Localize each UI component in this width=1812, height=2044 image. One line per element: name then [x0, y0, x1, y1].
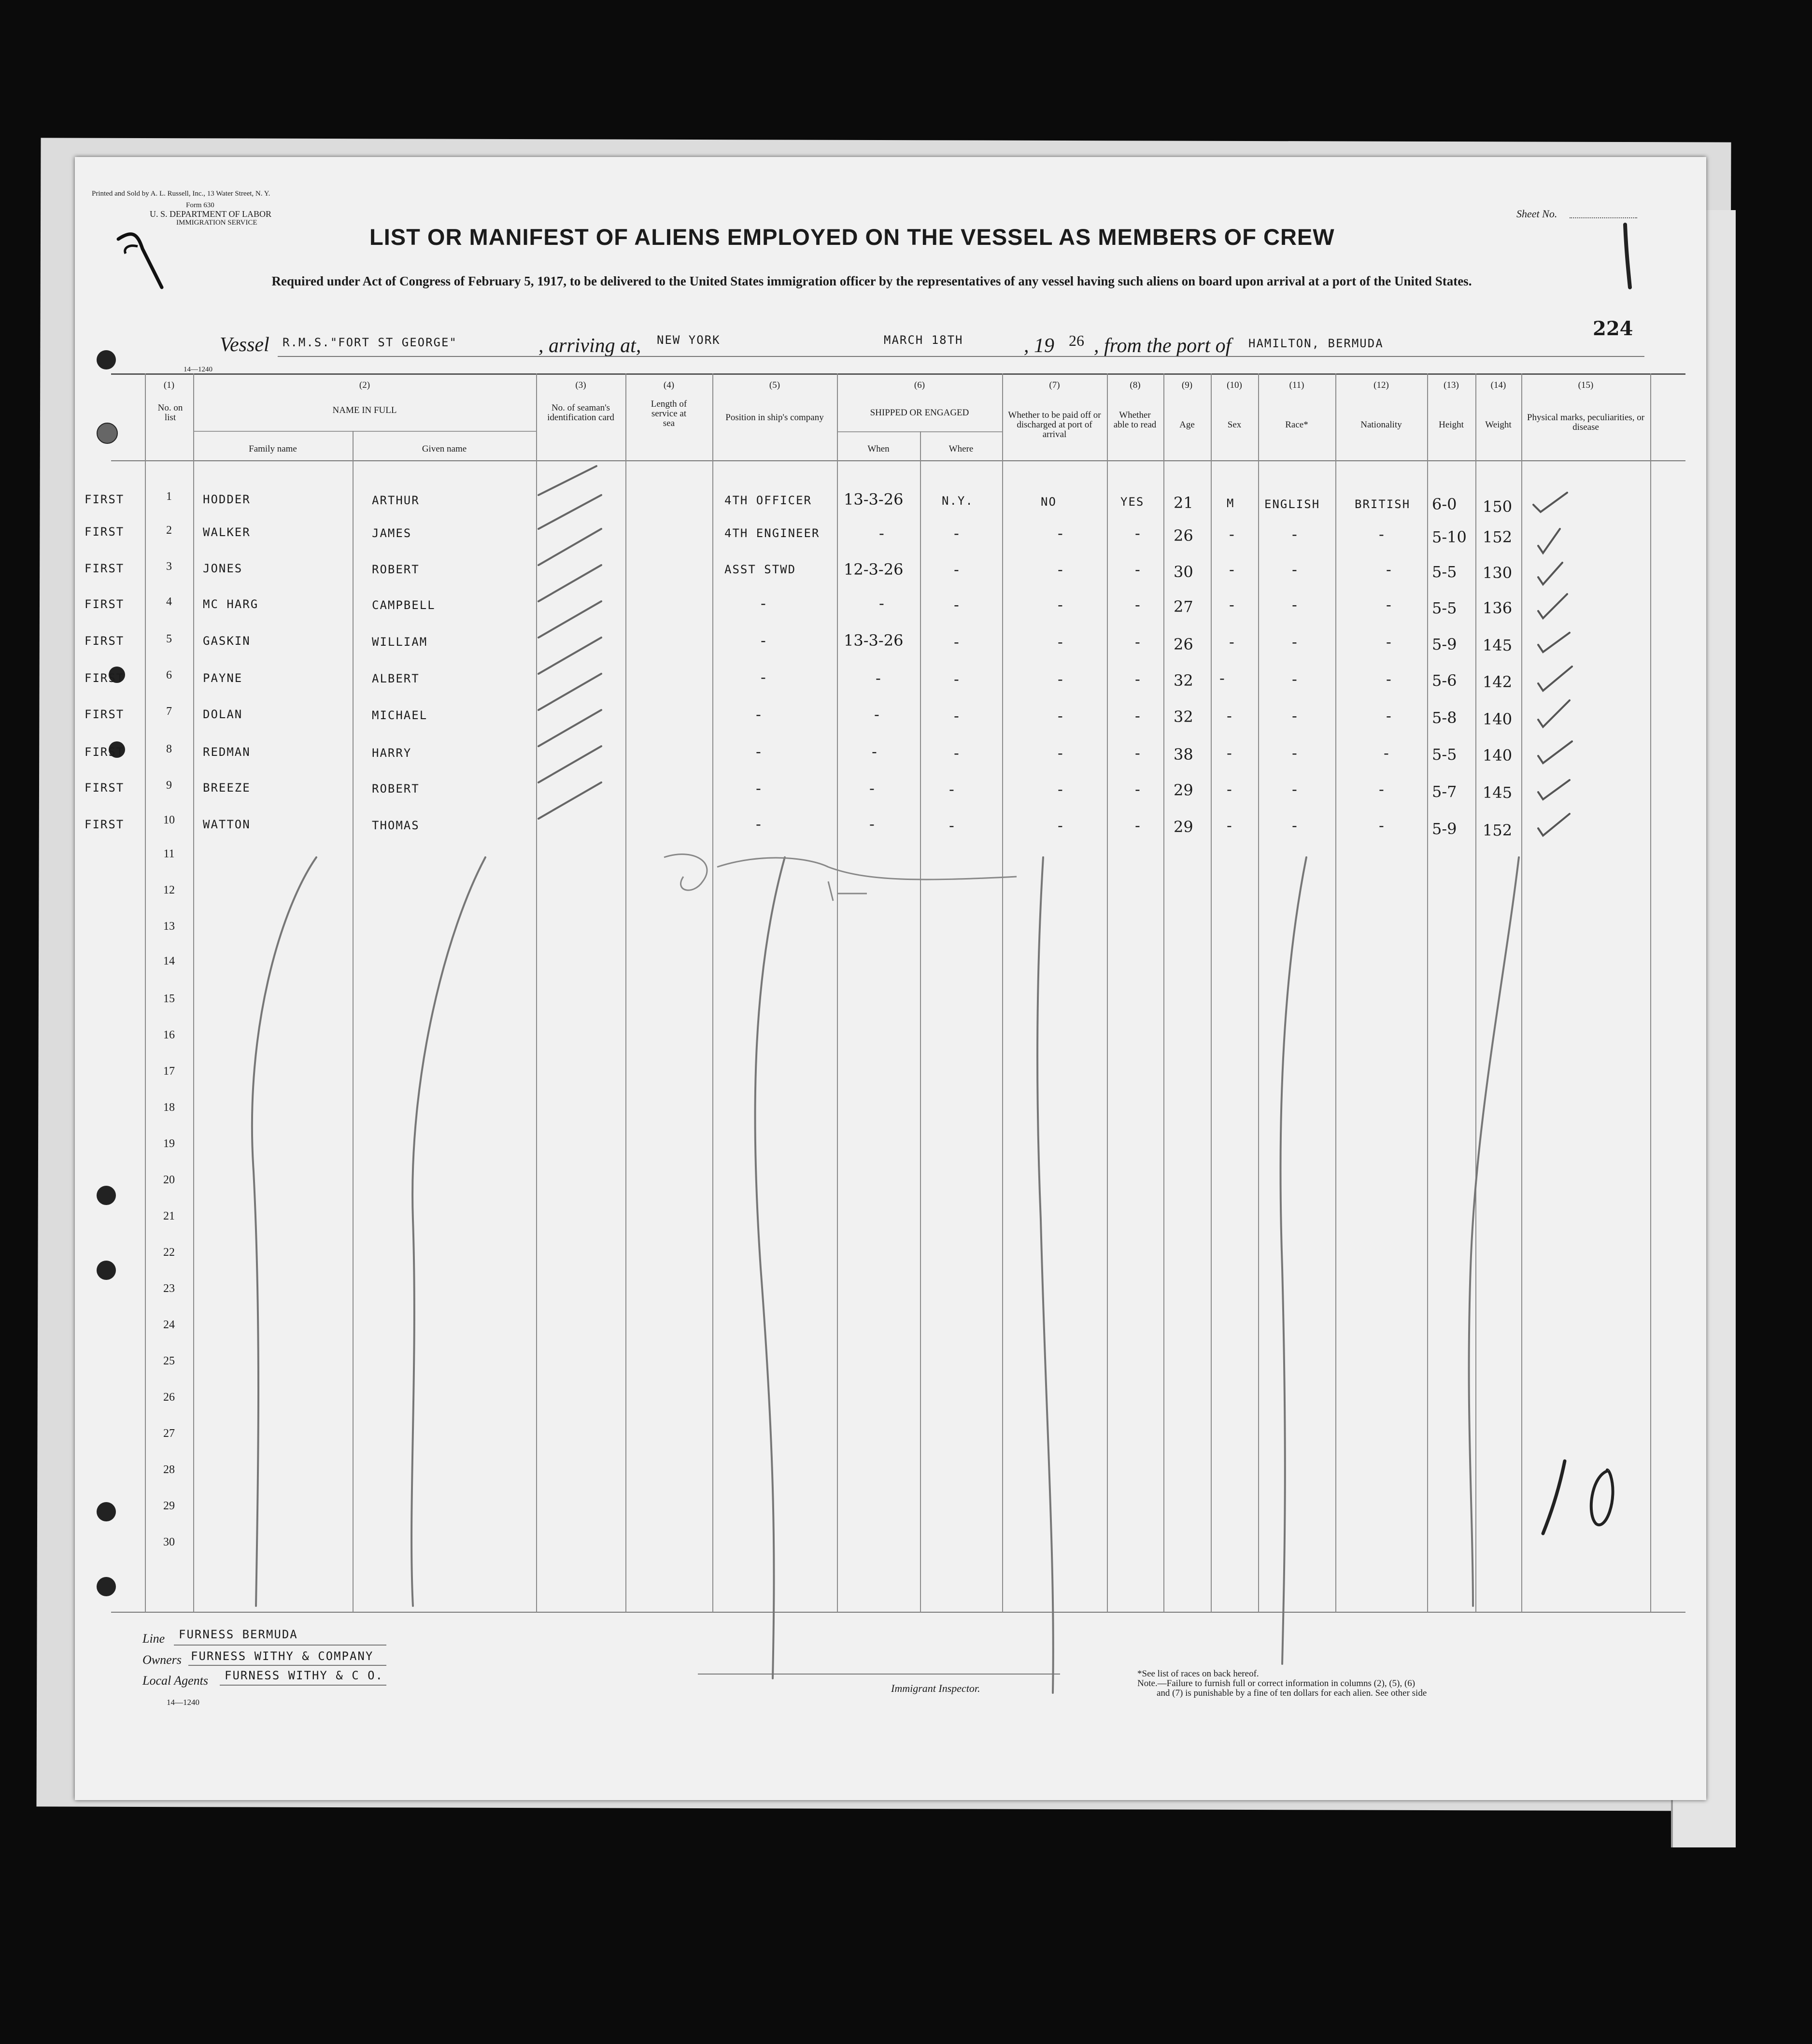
row-number: 6 — [166, 669, 172, 681]
nationality-cell: - — [1386, 596, 1391, 614]
row-number: 30 — [163, 1536, 175, 1548]
paid-off-cell: - — [1058, 780, 1063, 798]
where-cell: - — [949, 816, 954, 835]
read-cell: - — [1135, 744, 1140, 762]
line-label: Line — [142, 1632, 165, 1646]
row-number: 23 — [163, 1282, 175, 1295]
weight-cell: 140 — [1483, 710, 1513, 728]
form-code-top: 14—1240 — [184, 366, 212, 373]
col11-label: Race* — [1285, 420, 1308, 430]
col8-number: (8) — [1130, 380, 1141, 390]
class-cell: FIRST — [85, 493, 125, 506]
read-cell: - — [1135, 633, 1140, 651]
col12-number: (12) — [1373, 380, 1389, 390]
row-number: 19 — [163, 1137, 175, 1150]
family-name-cell: GASKIN — [203, 634, 251, 648]
col9-number: (9) — [1181, 380, 1193, 390]
when-cell: 13-3-26 — [844, 490, 904, 509]
col6-number: (6) — [914, 380, 925, 390]
position-cell: - — [761, 668, 766, 686]
where-cell: - — [954, 744, 959, 762]
row-number: 16 — [163, 1029, 175, 1041]
when-cell: 12-3-26 — [844, 560, 904, 579]
age-cell: 26 — [1174, 526, 1193, 545]
age-cell: 32 — [1174, 671, 1193, 690]
nationality-cell: - — [1379, 525, 1384, 543]
age-cell: 21 — [1174, 494, 1193, 512]
nationality-cell: - — [1386, 707, 1391, 725]
row-number: 26 — [163, 1391, 175, 1404]
sex-cell: - — [1227, 780, 1232, 798]
row-number: 4 — [166, 596, 172, 608]
class-cell: FIRST — [85, 745, 125, 759]
height-cell: 5-6 — [1432, 671, 1457, 690]
owners-value: FURNESS WITHY & COMPANY — [191, 1649, 374, 1663]
given-name-cell: JAMES — [372, 526, 412, 540]
row-number: 29 — [163, 1500, 175, 1512]
read-cell: - — [1135, 524, 1140, 542]
where-cell: - — [954, 560, 959, 579]
page-title: LIST OR MANIFEST OF ALIENS EMPLOYED ON THE VESSEL AS MEMBERS OF CREW — [369, 224, 1335, 250]
col6-label: SHIPPED OR ENGAGED — [870, 408, 969, 418]
position-cell: 4TH ENGINEER — [724, 526, 820, 540]
row-number: 25 — [163, 1355, 175, 1367]
nationality-cell: - — [1379, 780, 1384, 798]
where-cell: - — [954, 524, 959, 542]
position-cell: - — [761, 594, 766, 612]
given-name-cell: CAMPBELL — [372, 598, 436, 612]
position-cell: - — [761, 631, 766, 650]
col14-number: (14) — [1490, 380, 1506, 390]
agents-underline — [220, 1685, 386, 1686]
row-number: 15 — [163, 993, 175, 1005]
col9-label: Age — [1179, 420, 1195, 430]
given-name-cell: THOMAS — [372, 819, 420, 832]
col3-label: No. of seaman's identification card — [547, 403, 614, 423]
page-subtitle: Required under Act of Congress of February 5, 1917, to be delivered to the United States immigration officer by the representatives of any vessel having such aliens on board upon arrival at a port of the United States. — [271, 274, 1472, 288]
when-cell: - — [874, 705, 879, 724]
manifest-page — [75, 157, 1706, 1800]
row-number: 14 — [163, 955, 175, 967]
col10-label: Sex — [1227, 420, 1242, 430]
age-cell: 29 — [1174, 781, 1193, 799]
family-name-cell: PAYNE — [203, 671, 243, 685]
nationality-cell: - — [1386, 633, 1391, 651]
row-number: 7 — [166, 705, 172, 718]
col2-given-label: Given name — [422, 444, 467, 454]
paid-off-cell: - — [1058, 596, 1063, 614]
arriving-label: , arriving at, — [538, 335, 641, 357]
row-number: 21 — [163, 1210, 175, 1222]
paid-off-cell: NO — [1041, 495, 1057, 509]
year-suffix: 26 — [1069, 332, 1084, 349]
given-name-cell: HARRY — [372, 746, 412, 760]
class-cell: FIRST — [85, 708, 125, 721]
sex-cell: - — [1219, 669, 1225, 687]
col2-label: NAME IN FULL — [332, 405, 397, 415]
position-cell: 4TH OFFICER — [724, 494, 812, 507]
sex-cell: - — [1229, 633, 1234, 651]
form-code-bottom: 14—1240 — [167, 1698, 199, 1707]
year-prefix: , 19 — [1024, 335, 1054, 357]
from-label: , from the port of — [1094, 335, 1232, 357]
when-cell: - — [879, 524, 884, 542]
family-name-cell: MC HARG — [203, 597, 259, 611]
class-cell: FIRST — [85, 671, 125, 685]
race-cell: - — [1292, 780, 1297, 798]
weight-cell: 130 — [1483, 564, 1513, 582]
race-cell: - — [1292, 707, 1297, 725]
weight-cell: 136 — [1483, 599, 1513, 617]
row-number: 1 — [166, 490, 172, 503]
from-port: HAMILTON, BERMUDA — [1248, 337, 1384, 350]
age-cell: 29 — [1174, 818, 1193, 836]
when-cell: - — [869, 779, 875, 797]
class-cell: FIRST — [85, 781, 125, 795]
sheet-label: Sheet No. — [1516, 208, 1557, 220]
note-races: *See list of races on back hereof. — [1137, 1669, 1259, 1679]
read-cell: - — [1135, 596, 1140, 614]
race-cell: - — [1292, 560, 1297, 579]
given-name-cell: ARTHUR — [372, 494, 420, 507]
age-cell: 30 — [1174, 563, 1193, 581]
row-number: 10 — [163, 814, 175, 826]
weight-cell: 152 — [1483, 528, 1513, 546]
when-cell: - — [879, 594, 884, 612]
row-number: 17 — [163, 1065, 175, 1078]
col11-number: (11) — [1289, 380, 1304, 390]
when-cell: - — [876, 669, 881, 687]
row-number: 9 — [166, 779, 172, 792]
family-name-cell: JONES — [203, 562, 243, 575]
service: IMMIGRATION SERVICE — [176, 219, 257, 227]
weight-cell: 145 — [1483, 636, 1513, 654]
nationality-cell: - — [1379, 816, 1384, 835]
paid-off-cell: - — [1058, 560, 1063, 579]
height-cell: 6-0 — [1432, 495, 1457, 513]
read-cell: YES — [1120, 495, 1145, 509]
vessel-name: R.M.S."FORT ST GEORGE" — [283, 336, 457, 349]
position-cell: - — [756, 742, 761, 761]
where-cell: - — [954, 596, 959, 614]
when-cell: - — [869, 815, 875, 833]
vessel-label: Vessel — [220, 334, 269, 356]
read-cell: - — [1135, 816, 1140, 835]
col15-label: Physical marks, peculiarities, or disease — [1527, 412, 1645, 432]
when-cell: - — [872, 742, 877, 761]
read-cell: - — [1135, 670, 1140, 688]
position-cell: - — [756, 705, 761, 724]
race-cell: - — [1292, 596, 1297, 614]
race-cell: ENGLISH — [1264, 497, 1320, 511]
height-cell: 5-5 — [1432, 745, 1457, 764]
department: U. S. DEPARTMENT OF LABOR — [150, 209, 271, 219]
line-value: FURNESS BERMUDA — [179, 1628, 298, 1641]
col4-number: (4) — [663, 380, 675, 390]
race-cell: - — [1292, 525, 1297, 543]
sex-cell: M — [1227, 497, 1235, 510]
stamp-number: 224 — [1593, 317, 1633, 340]
nationality-cell: - — [1386, 670, 1391, 688]
race-cell: - — [1292, 670, 1297, 688]
col15-number: (15) — [1578, 380, 1594, 390]
paid-off-cell: - — [1058, 524, 1063, 542]
col14-label: Weight — [1485, 420, 1512, 430]
col6-when-label: When — [867, 444, 890, 454]
nationality-cell: BRITISH — [1355, 497, 1411, 511]
arriving-port: NEW YORK — [657, 333, 721, 347]
when-cell: 13-3-26 — [844, 631, 904, 650]
weight-cell: 150 — [1483, 497, 1513, 516]
age-cell: 27 — [1174, 597, 1193, 616]
col8-label: Whether able to read — [1113, 410, 1157, 430]
col5-label: Position in ship's company — [725, 412, 824, 423]
family-name-cell: BREEZE — [203, 781, 251, 795]
paid-off-cell: - — [1058, 707, 1063, 725]
where-cell: N.Y. — [942, 494, 974, 508]
family-name-cell: HODDER — [203, 493, 251, 506]
family-name-cell: WATTON — [203, 818, 251, 831]
race-cell: - — [1292, 744, 1297, 762]
read-cell: - — [1135, 560, 1140, 579]
given-name-cell: ROBERT — [372, 782, 420, 795]
family-name-cell: WALKER — [203, 525, 251, 539]
row-number: 12 — [163, 884, 175, 896]
paid-off-cell: - — [1058, 816, 1063, 835]
paid-off-cell: - — [1058, 633, 1063, 651]
col2-number: (2) — [359, 380, 370, 390]
height-cell: 5-8 — [1432, 709, 1457, 727]
age-cell: 38 — [1174, 745, 1193, 764]
row-number: 2 — [166, 524, 172, 537]
position-cell: - — [756, 815, 761, 833]
weight-cell: 142 — [1483, 673, 1513, 691]
given-name-cell: WILLIAM — [372, 635, 428, 649]
where-cell: - — [954, 670, 959, 688]
printer-line: Printed and Sold by A. L. Russell, Inc., 13 Water Street, N. Y. — [92, 190, 270, 198]
position-cell: ASST STWD — [724, 563, 796, 576]
sex-cell: - — [1227, 744, 1232, 762]
agents-label: Local Agents — [142, 1674, 209, 1688]
height-cell: 5-9 — [1432, 635, 1457, 653]
sex-cell: - — [1227, 707, 1232, 725]
paid-off-cell: - — [1058, 670, 1063, 688]
age-cell: 32 — [1174, 708, 1193, 726]
arrival-date: MARCH 18TH — [884, 333, 963, 347]
row-number: 20 — [163, 1174, 175, 1186]
sex-cell: - — [1229, 525, 1234, 543]
col5-number: (5) — [769, 380, 780, 390]
row-number: 18 — [163, 1101, 175, 1114]
sex-cell: - — [1229, 560, 1234, 579]
height-cell: 5-7 — [1432, 782, 1457, 801]
row-number: 5 — [166, 633, 172, 645]
weight-cell: 140 — [1483, 746, 1513, 765]
agents-value: FURNESS WITHY & C O. — [225, 1669, 383, 1682]
row-number: 3 — [166, 560, 172, 573]
col4-label: Length of service at sea — [651, 399, 687, 428]
class-cell: FIRST — [85, 562, 125, 575]
row-number: 11 — [163, 848, 175, 860]
read-cell: - — [1135, 780, 1140, 798]
col6-where-label: Where — [948, 444, 974, 454]
class-cell: FIRST — [85, 818, 125, 831]
col7-label: Whether to be paid off or discharged at port of arrival — [1008, 410, 1101, 440]
col13-label: Height — [1439, 420, 1464, 430]
note-line-1: Note.—Failure to furnish full or correct information in columns (2), (5), (6) — [1137, 1678, 1416, 1689]
nationality-cell: - — [1384, 744, 1389, 762]
inspector-underline — [698, 1674, 1060, 1675]
col7-number: (7) — [1049, 380, 1060, 390]
handwritten-total — [1538, 1451, 1635, 1538]
position-cell: - — [756, 779, 761, 797]
paid-off-cell: - — [1058, 744, 1063, 762]
given-name-cell: ROBERT — [372, 563, 420, 576]
class-cell: FIRST — [85, 634, 125, 648]
col12-label: Nationality — [1360, 420, 1402, 430]
row-number: 22 — [163, 1246, 175, 1259]
age-cell: 26 — [1174, 635, 1193, 653]
row-number: 8 — [166, 743, 172, 755]
col13-number: (13) — [1444, 380, 1459, 390]
col3-number: (3) — [575, 380, 586, 390]
height-cell: 5-5 — [1432, 599, 1457, 617]
form-number: Form 630 — [186, 201, 214, 209]
given-name-cell: ALBERT — [372, 672, 420, 685]
class-cell: FIRST — [85, 597, 125, 611]
where-cell: - — [949, 780, 954, 798]
height-cell: 5-9 — [1432, 820, 1457, 838]
height-cell: 5-10 — [1432, 528, 1467, 546]
col1-number: (1) — [163, 380, 175, 390]
sex-cell: - — [1229, 596, 1234, 614]
row-number: 28 — [163, 1463, 175, 1476]
race-cell: - — [1292, 816, 1297, 835]
sex-cell: - — [1227, 816, 1232, 835]
where-cell: - — [954, 707, 959, 725]
class-cell: FIRST — [85, 525, 125, 539]
owners-label: Owners — [142, 1653, 182, 1667]
inspector-label: Immigrant Inspector. — [891, 1682, 980, 1694]
row-number: 13 — [163, 920, 175, 933]
note-line-2: and (7) is punishable by a fine of ten dollars for each alien. See other side — [1157, 1688, 1427, 1698]
col2-family-label: Family name — [249, 444, 297, 454]
family-name-cell: REDMAN — [203, 745, 251, 759]
row-number: 27 — [163, 1427, 175, 1440]
owners-underline — [188, 1665, 386, 1666]
line-underline — [174, 1645, 386, 1646]
row-number: 24 — [163, 1319, 175, 1331]
col1-label: No. on list — [157, 403, 183, 423]
col10-number: (10) — [1227, 380, 1242, 390]
where-cell: - — [954, 633, 959, 651]
race-cell: - — [1292, 633, 1297, 651]
weight-cell: 152 — [1483, 821, 1513, 839]
family-name-cell: DOLAN — [203, 708, 243, 721]
given-name-cell: MICHAEL — [372, 709, 428, 722]
pencil-marks — [75, 157, 1706, 1800]
weight-cell: 145 — [1483, 783, 1513, 802]
height-cell: 5-5 — [1432, 563, 1457, 581]
nationality-cell: - — [1386, 560, 1391, 579]
read-cell: - — [1135, 707, 1140, 725]
